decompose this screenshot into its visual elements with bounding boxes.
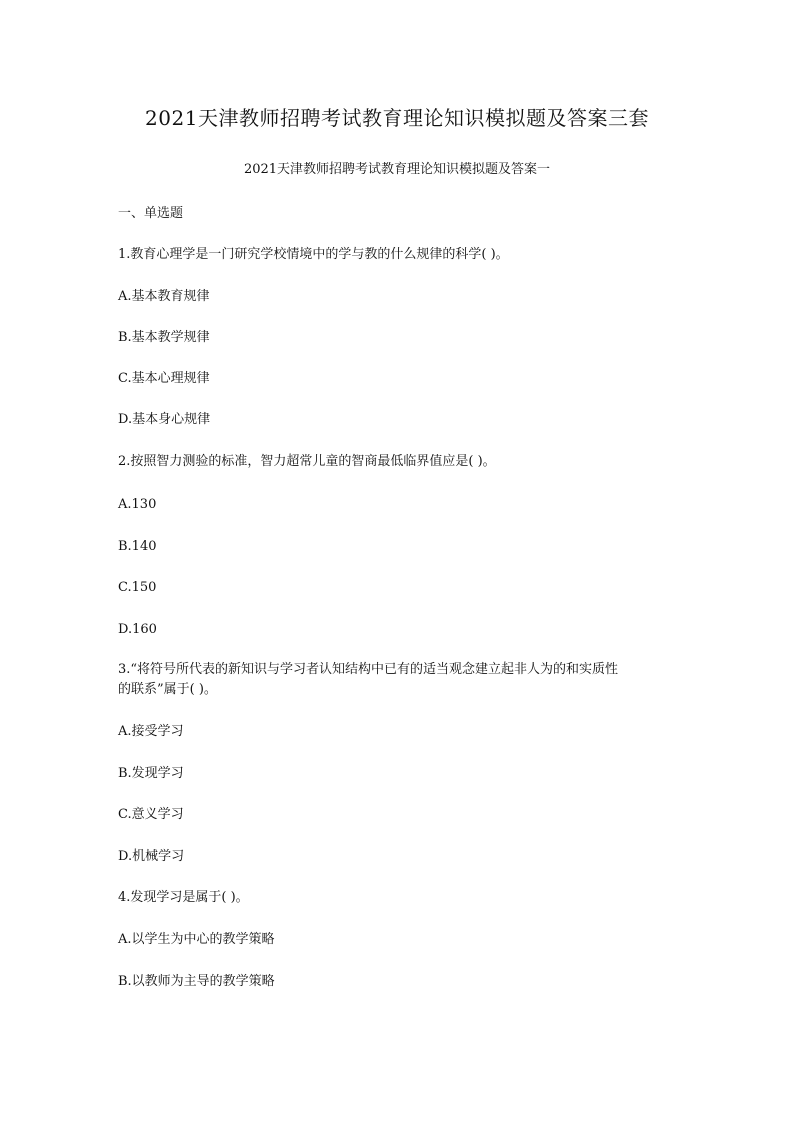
question-stem: 1.教育心理学是一门研究学校情境中的学与教的什么规律的科学( )。	[118, 247, 509, 262]
question-option: C.意义学习	[118, 807, 184, 822]
question-option: B.基本教学规律	[118, 330, 210, 345]
section-heading: 一、单选题	[118, 206, 184, 221]
question-option: B.以教师为主导的教学策略	[118, 974, 275, 989]
document-title: 2021天津教师招聘考试教育理论知识模拟题及答案三套	[145, 106, 649, 130]
question-stem-line: 的联系”属于( )。	[118, 682, 217, 697]
question-stem-line: 3.“将符号所代表的新知识与学习者认知结构中已有的适当观念建立起非人为的和实质性	[118, 662, 619, 677]
question-option: A.基本教育规律	[118, 289, 210, 304]
question-option: C.基本心理规律	[118, 371, 210, 386]
question-option: A.接受学习	[118, 724, 184, 739]
question-option: D.160	[118, 622, 157, 637]
document-subtitle: 2021天津教师招聘考试教育理论知识模拟题及答案一	[243, 162, 551, 177]
question-option: D.基本身心规律	[118, 412, 211, 427]
question-option: B.发现学习	[118, 766, 184, 781]
question-stem: 4.发现学习是属于( )。	[118, 890, 249, 905]
question-option: B.140	[118, 539, 157, 554]
question-option: A.130	[118, 497, 157, 512]
question-option: C.150	[118, 580, 157, 595]
question-stem: 2.按照智力测验的标准，智力超常儿童的智商最低临界值应是( )。	[118, 454, 496, 469]
question-option: A.以学生为中心的教学策略	[118, 932, 275, 947]
question-option: D.机械学习	[118, 849, 185, 864]
